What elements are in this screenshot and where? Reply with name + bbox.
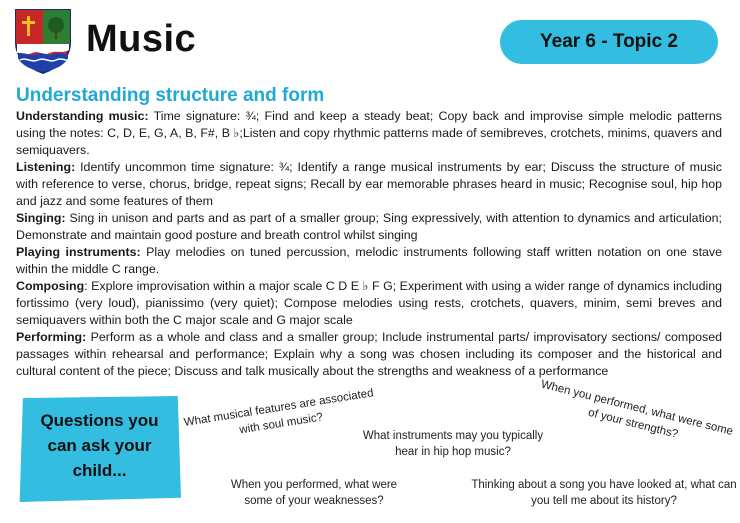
questions-box-label (22, 408, 177, 483)
paragraph-understanding (16, 108, 722, 159)
paragraph-text: Play melodies on tuned percussion, melodic instruments following staff written notation on one stave within the middle C range. (16, 245, 722, 276)
paragraph-text: Identify uncommon time signature: ¾; Identify a range musical instruments by ear; Discuss the structure of music with reference to verse, chorus, bridge, repeat signs; Recall by ear memorable phrases heard in music; Recognise soul, hip hop and jazz and some features of them (16, 160, 722, 208)
paragraph-label: Performing: (16, 330, 87, 344)
question-song-history: Thinking about a song you have looked at, what can you tell me about its history? (471, 479, 737, 507)
paragraph-performing (16, 329, 722, 380)
paragraph-singing (16, 210, 722, 244)
question-weaknesses: When you performed, what were some of your weaknesses? (230, 479, 398, 507)
question-soul-music: What musical features are associated with soul music? (183, 387, 375, 437)
questions-box-line: Questions you (40, 411, 159, 430)
questions-box-line: can ask your (47, 436, 152, 455)
paragraph-listening (16, 159, 722, 210)
paragraph-label: Understanding music: (16, 109, 149, 123)
question-strengths: When you performed, what were some of your strengths? (539, 378, 735, 441)
paragraph-text: Perform as a whole and class and a smaller group; Include instrumental parts/ improvisatory sections/ composed passages within rehearsal and performance; Explain why a song was chosen including its composer and the historical and cultural content of the piece; Discuss and talk musically about the strengths and weakness of a performance (16, 330, 722, 378)
paragraph-label: Playing instruments: (16, 245, 141, 259)
paragraph-playing (16, 244, 722, 278)
curriculum-text (16, 108, 722, 380)
school-crest-logo (12, 4, 74, 74)
paragraph-text: Sing in unison and parts and as part of a smaller group; Sing expressively, with attention to dynamics and articulation; Demonstrate and maintain good posture and breath control whilst singing (16, 211, 722, 242)
year-topic-badge: Year 6 - Topic 2 (500, 20, 718, 64)
paragraph-label: Listening: (16, 160, 76, 174)
page-title: Music (86, 18, 197, 60)
paragraph-label: Composing (16, 279, 85, 293)
paragraph-text: Time signature: ¾; Find and keep a steady beat; Copy back and improvise simple melodic patterns using the notes: C, D, E, G, A, B, F#, B ♭;Listen and copy rhythmic patterns made of semibreves, crotchets, minims, quavers and semiquavers. (16, 109, 722, 157)
paragraph-label: Singing: (16, 211, 66, 225)
question-hip-hop-instruments: What instruments may you typically hear in hip hop music? (362, 430, 544, 458)
questions-box-line: child... (72, 461, 127, 480)
paragraph-composing (16, 278, 722, 329)
section-heading: Understanding structure and form (16, 85, 325, 106)
paragraph-text: : Explore improvisation within a major scale C D E ♭ F G; Experiment with using a wider range of dynamics including fortissimo (very loud), pianissimo (very quiet); Compose melodies using rests, crotchets, quavers, minim, semi breves and semiquavers within both the C major scale and G major scale (16, 279, 722, 327)
